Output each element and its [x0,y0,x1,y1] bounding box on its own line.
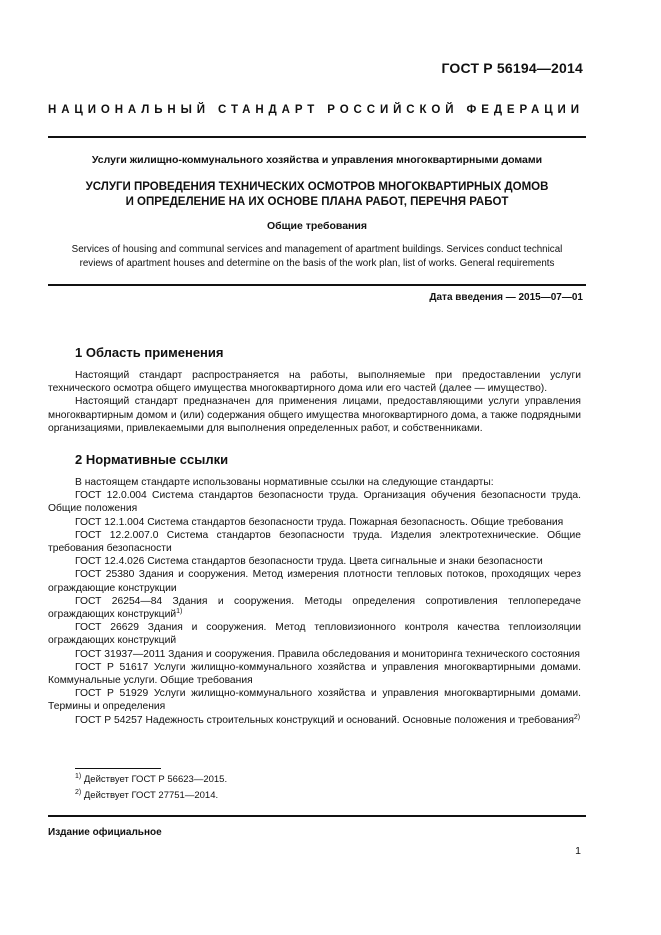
main-title-line-1: УСЛУГИ ПРОВЕДЕНИЯ ТЕХНИЧЕСКИХ ОСМОТРОВ МНОГОКВАРТИРНЫХ ДОМОВ [85,181,549,193]
references-intro: В настоящем стандарте использованы нормативные ссылки на следующие стандарты: [75,477,494,488]
reference-item: ГОСТ 12.4.026 Система стандартов безопасности труда. Цвета сигнальные и знаки безопасности [75,556,543,568]
official-edition-label: Издание официальное [48,827,162,838]
reference-item: ГОСТ 25380 Здания и сооружения. Метод измерения плотности тепловых потоков, проходящих через ограждающие конструкции [48,569,581,594]
reference-item: ГОСТ 12.1.004 Система стандартов безопасности труда. Пожарная безопасность. Общие требования [75,516,564,528]
section-1-body [48,369,581,435]
footnote-separator [75,768,161,769]
main-title [48,180,586,210]
section-2-heading: 2 Нормативные ссылки [75,452,229,467]
footer-divider [48,815,586,817]
footnote-ref-2[interactable]: 2) [573,713,581,721]
national-standard-heading: НАЦИОНАЛЬНЫЙ СТАНДАРТ РОССИЙСКОЙ ФЕДЕРАЦИИ [48,104,584,116]
page-number: 1 [575,845,581,857]
subtitle: Общие требования [267,220,367,232]
section-1-paragraph: Настоящий стандарт распространяется на работы, выполняемые при предоставлении услуги технического осмотра общего имущества многоквартирного дома или его частей (далее — имущество). [48,370,581,395]
reference-item: ГОСТ 12.2.007.0 Система стандартов безопасности труда. Изделия электротехнические. Общие требования безопасности [48,529,581,555]
reference-item: ГОСТ Р 51617 Услуги жилищно-коммунального хозяйства и управления многоквартирными домами. Коммунальные услуги. Общие требования [48,661,581,687]
normative-references-list [48,476,581,727]
footnote-2: $^{2)}$ Действует ГОСТ 27751—2014. [75,789,219,801]
reference-item: ГОСТ Р 51929 Услуги жилищно-коммунального хозяйства и управления многоквартирными домами. Термины и определения [48,688,581,713]
footnotes [75,772,227,804]
introduction-date: Дата введения — 2015—07—01 [429,292,583,303]
section-1-paragraph: Настоящий стандарт предназначен для применения лицами, предоставляющими услуги управления многоквартирным домом и (или) содержания общего имущества многоквартирного дома, а также подрядными организациями, привлекаемыми для выполнения определенных работ, и собственниками. [48,396,581,434]
reference-item: ГОСТ 26254—84 Здания и сооружения. Методы определения сопротивления теплопередаче ограждающих конструкций$^{1)}$ [48,595,581,621]
series-title: Услуги жилищно-коммунального хозяйства и управления многоквартирными домами [91,154,543,166]
english-title-line-2: reviews of apartment houses and determine on the basis of the work plan, list of works. General requirements [79,258,555,269]
footnote-1: $^{1)}$ Действует ГОСТ Р 56623—2015. [75,773,228,785]
footnote-ref-1[interactable]: 1) [176,608,183,616]
title-divider [48,284,586,286]
main-title-line-2: И ОПРЕДЕЛЕНИЕ НА ИХ ОСНОВЕ ПЛАНА РАБОТ, ПЕРЕЧНЯ РАБОТ [125,196,509,208]
reference-item: ГОСТ Р 54257 Надежность строительных конструкций и оснований. Основные положения и требования$^{2)}$ [75,713,581,726]
reference-item: ГОСТ 31937—2011 Здания и сооружения. Правила обследования и мониторинга технического состояния [75,648,581,660]
header-divider [48,136,586,138]
reference-item: ГОСТ 26629 Здания и сооружения. Метод тепловизионного контроля качества теплоизоляции ограждающих конструкций [48,622,581,647]
gost-number: ГОСТ Р 56194—2014 [441,60,583,76]
section-1-heading: 1 Область применения [75,345,224,360]
english-title [48,243,586,271]
english-title-line-1: Services of housing and communal services and management of apartment buildings. Services conduct technical [71,244,563,255]
reference-item: ГОСТ 12.0.004 Система стандартов безопасности труда. Организация обучения безопасности труда. Общие положения [48,490,581,515]
